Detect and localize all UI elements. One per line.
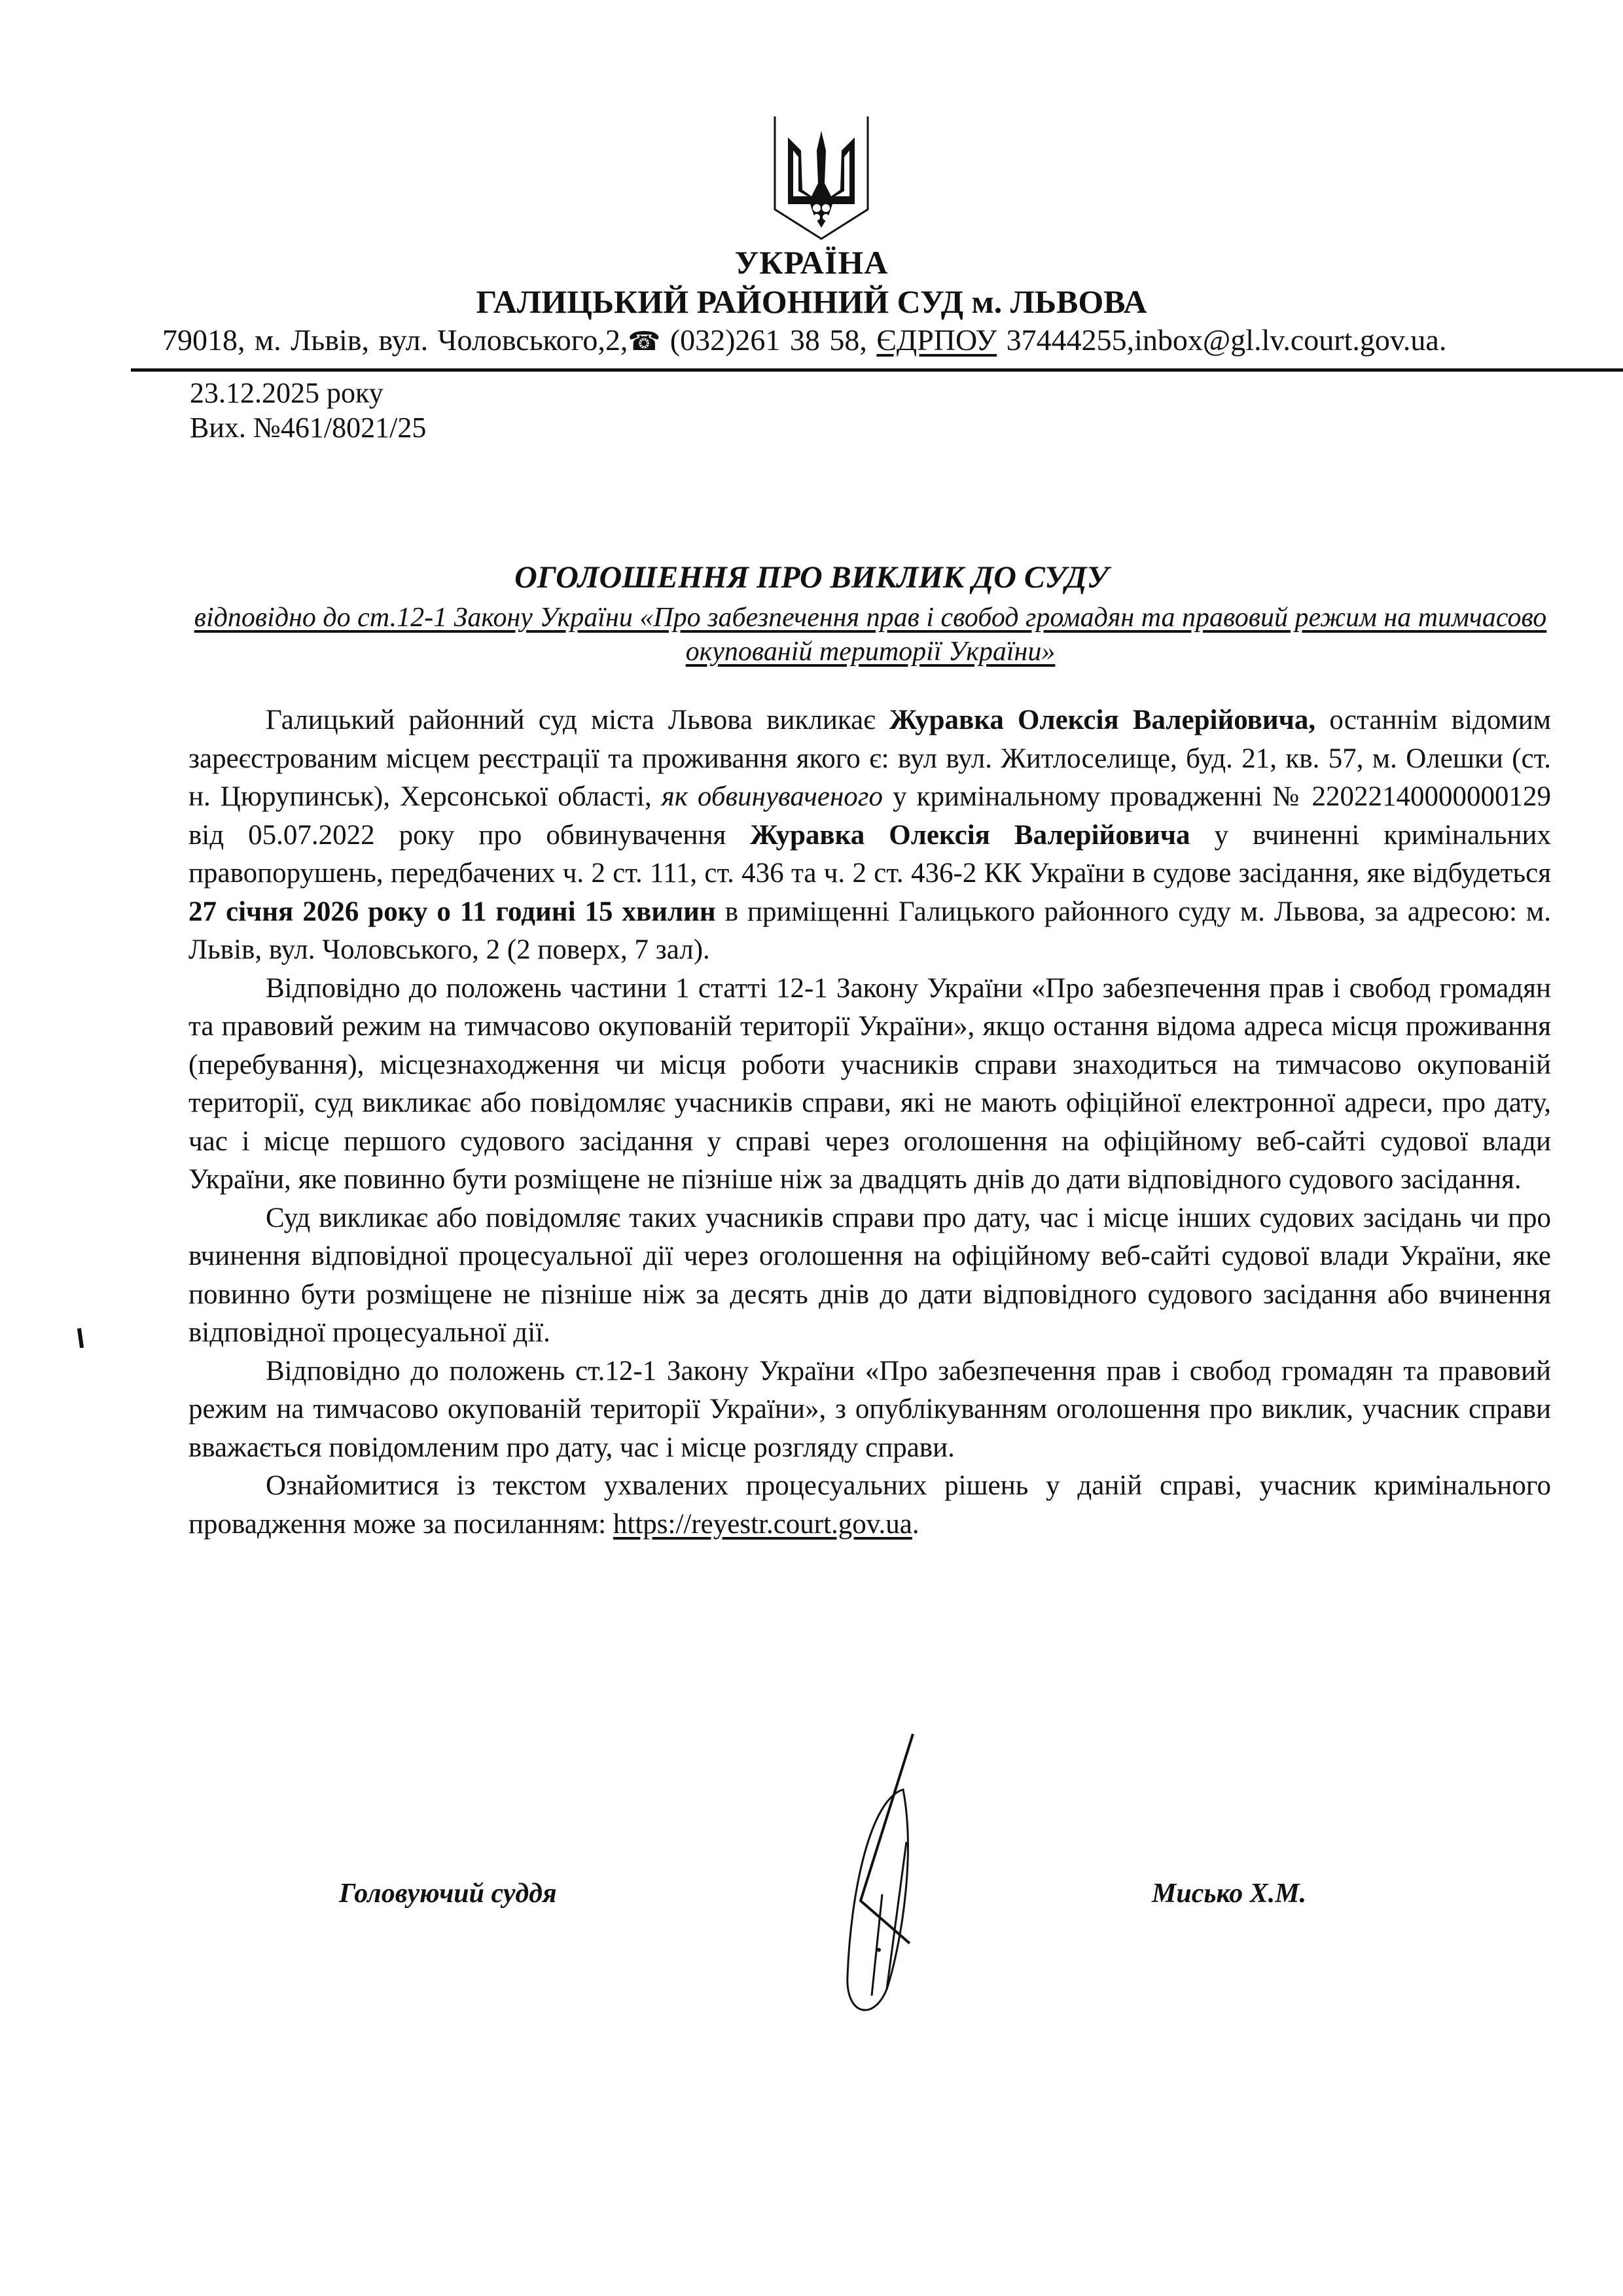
accused-name: Журавка Олексія Валерійовича xyxy=(750,819,1190,851)
procedural-role: як обвинуваченого xyxy=(661,781,883,812)
address-text: 79018, м. Львів, вул. Чоловського,2, xyxy=(162,323,628,357)
telephone-icon: ☎ xyxy=(628,327,661,356)
paragraph-other-hearings: Суд викликає або повідомляє таких учасників справи про дату, час і місце інших судових засідань чи про вчинення відповідної процесуальної дії через оголошення на офіційному веб-сайті судової влади України, яке повинно бути розміщене не пізніше ніж за десять днів до дати відповідного судового засідання або вчинення відповідної процесуальної дії. xyxy=(188,1202,1551,1348)
text-span: у вчиненні кримінальних правопорушень, передбачених ч. 2 ст. 111, ст. 436 та ч. 2 ст. 436-2 КК України в судове засідання, яке відбудеться xyxy=(188,819,1551,889)
phone-number: (032)261 38 58, xyxy=(669,323,867,357)
country-heading: УКРАЇНА xyxy=(734,244,889,281)
accused-name: Журавка Олексія Валерійовича, xyxy=(889,705,1316,735)
text-span: . xyxy=(912,1508,919,1540)
trident-coat-of-arms-icon xyxy=(770,111,873,242)
handwritten-signature-icon xyxy=(720,1727,995,2028)
notice-title: ОГОЛОШЕННЯ ПРО ВИКЛИК ДО СУДУ xyxy=(514,560,1109,595)
header-divider xyxy=(131,368,1623,372)
notice-subtitle-text: відповідно до ст.12-1 Закону України «Про забезпечення прав і свобод громадян та правовий режим на тимчасово окупованій території України» xyxy=(194,603,1547,667)
paragraph-notification: Відповідно до положень ст.12-1 Закону України «Про забезпечення прав і свобод громадян та правовий режим на тимчасово окупованій території України», з опублікуванням оголошення про виклик, учасник справи вважається повідомленим про дату, час і місце розгляду справи. xyxy=(188,1355,1551,1463)
text-span: у кримінальному провадженні № 22022140000000129 від 05.07.2022 року про обвинувачення xyxy=(188,781,1552,851)
presiding-judge-label: Головуючий суддя xyxy=(339,1879,557,1909)
court-name-heading: ГАЛИЦЬКИЙ РАЙОННИЙ СУД м. ЛЬВОВА xyxy=(476,283,1147,320)
paragraph-registry-link xyxy=(188,1467,1551,1544)
edrpou-label: ЄДРПОУ xyxy=(876,323,997,357)
paragraph-legal-basis: Відповідно до положень частини 1 статті 12-1 Закону України «Про забезпечення прав і свобод громадян та правовий режим на тимчасово окупованій території України», якщо остання відома адреса місця проживання (перебування), місцезнаходження чи місця роботи учасників справи знаходиться на тимчасово окупованій території, суд викликає або повідомляє учасників справи, які не мають офіційної електронної адреси, про дату, час і місце першого судового засідання у справі через оголошення на офіційному веб-сайті судової влади України, яке повинно бути розміщене не пізніше ніж за двадцять днів до дати відповідного судового засідання. xyxy=(188,972,1551,1195)
notice-body xyxy=(188,701,1551,1544)
hearing-datetime: 27 січня 2026 року о 11 годині 15 хвилин xyxy=(188,896,716,927)
outgoing-number: Вих. №461/8021/25 xyxy=(190,412,427,444)
document-date: 23.12.2025 року xyxy=(190,377,383,409)
text-span: в приміщенні Галицького районного суду м. Львова, за адресою: м. Львів, вул. Чоловського, 2 (2 поверх, 7 зал). xyxy=(188,896,1551,965)
judge-name: Мисько Х.М. xyxy=(1152,1879,1307,1909)
registry-link[interactable]: https://reyestr.court.gov.ua xyxy=(613,1508,912,1540)
court-address-line xyxy=(162,323,1589,357)
text-span: останнім відомим зареєстрованим місцем реєстрації та проживання якого є: вул вул. Житлоселище, буд. 21, кв. 57, м. Олешки (ст. н. Цюрупинськ), Херсонської області, xyxy=(188,705,1551,812)
notice-subtitle xyxy=(183,601,1558,669)
paragraph-summons xyxy=(188,701,1551,970)
scan-artifact-mark xyxy=(77,1328,84,1349)
edrpou-email: 37444255,inbox@gl.lv.court.gov.ua. xyxy=(1006,323,1447,357)
text-span: Ознайомитися із текстом ухвалених процесуальних рішень у даній справі, учасник кримінального провадження може за посиланням: xyxy=(188,1470,1551,1540)
text-span: Галицький районний суд міста Львова викликає xyxy=(266,705,889,735)
